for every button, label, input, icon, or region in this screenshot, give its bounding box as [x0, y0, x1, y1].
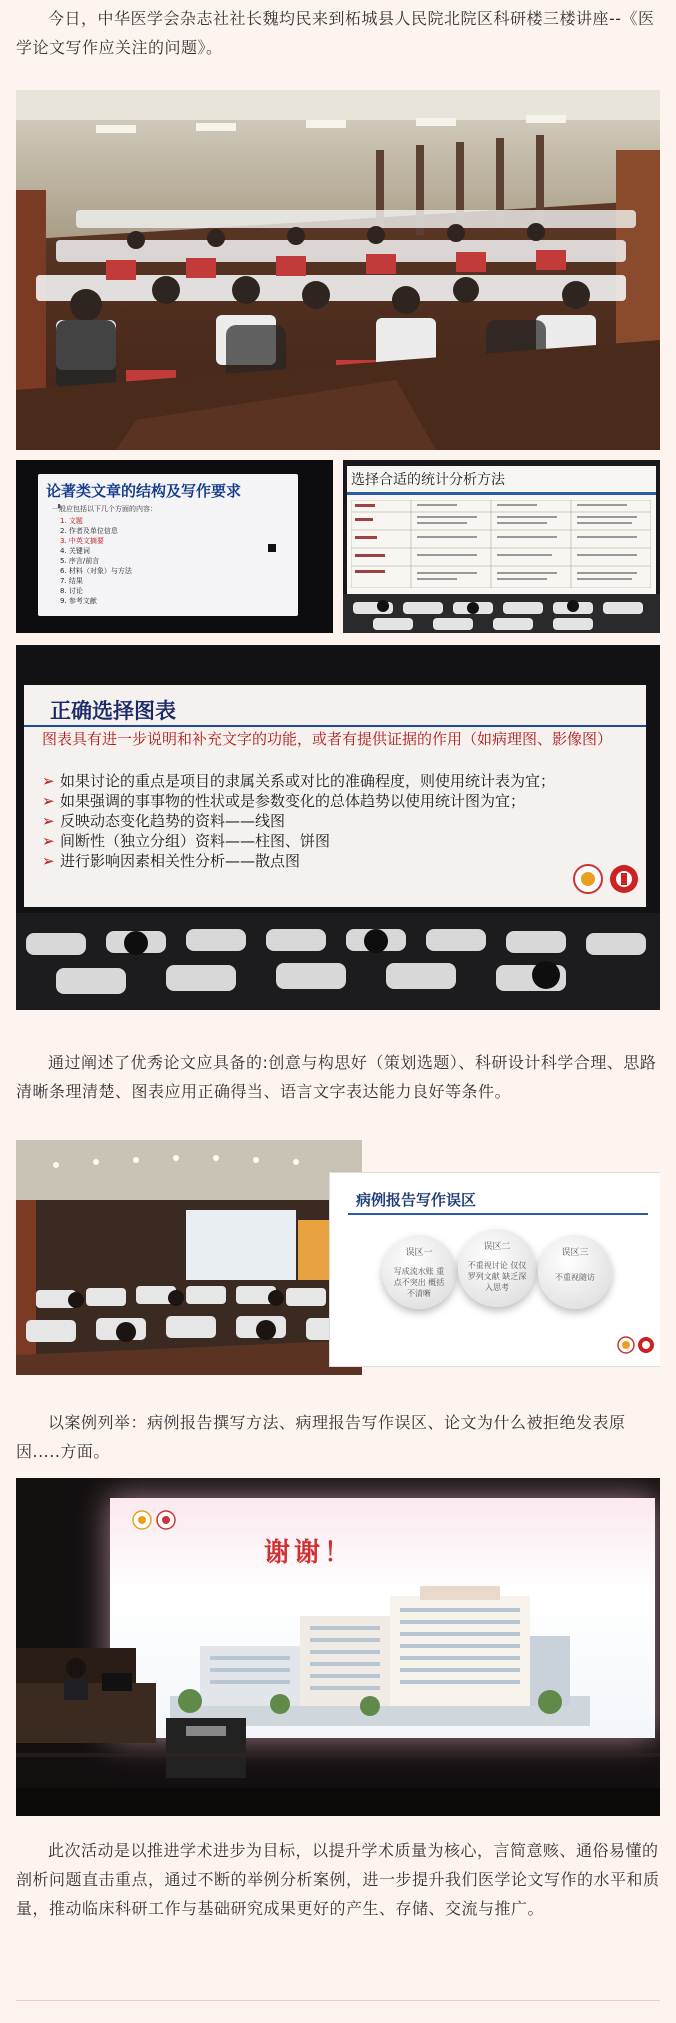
structure-item: 7. 结果 — [60, 577, 83, 585]
bullet-item — [42, 791, 632, 811]
structure-item: 3. 中英文摘要 — [60, 537, 104, 545]
structure-slide — [38, 474, 298, 616]
chart-slide — [24, 685, 646, 907]
intro-paragraph: 今日，中华医学会杂志社社长魏均民来到柘城县人民院北院区科研楼三楼讲座--《医学论文写作应关注的问题》。 — [16, 9, 655, 57]
error-circle-2 — [458, 1229, 536, 1307]
thanks-photo — [16, 1478, 660, 1816]
error-circle-1 — [382, 1235, 456, 1309]
bullet-text: 如果讨论的重点是项目的隶属关系或对比的准确程度，则使用统计表为宜； — [60, 772, 556, 790]
error-circle-body: 不重视讨论 仅仅罗列文献 缺乏深入思考 — [467, 1261, 527, 1292]
errors-slide-title: 病例报告写作误区 — [356, 1191, 477, 1209]
hospital-logo-icon — [572, 863, 642, 895]
error-circle-3 — [538, 1235, 612, 1309]
bullet-text: 反映动态变化趋势的资料——线图 — [60, 812, 286, 830]
hall-scene — [16, 1140, 362, 1375]
structure-slide-list — [60, 516, 132, 606]
error-circle-body: 不重视随访 — [555, 1273, 595, 1282]
chart-slide-lead: 图表具有进一步说明和补充文字的功能，或者有提供证据的作用（如病理图、影像图） — [42, 730, 613, 748]
error-circle-head: 误区二 — [483, 1242, 511, 1252]
audience-seats — [16, 913, 660, 1010]
structure-slide-title: 论著类文章的结构及写作要求 — [46, 482, 242, 500]
bullet-text: 间断性（独立分组）资料——柱图、饼图 — [60, 832, 331, 850]
structure-item: 5. 序言/前言 — [60, 557, 100, 565]
audience-seats — [343, 594, 660, 633]
bullet-text: 如果强调的事事物的性状或是参数变化的总体趋势以使用统计图为宜； — [60, 792, 526, 810]
closing-paragraph: 此次活动是以推进学术进步为目标，以提升学术质量为核心，言简意赅、通俗易懂的剖析问题直击重点，通过不断的举例分析案例，进一步提升我们医学论文写作的水平和质量，推动临床科研工作与基础研究成果更好的产生、存储、交流与推广。 — [16, 1841, 660, 1918]
structure-item: 8. 讨论 — [60, 587, 83, 595]
slide-divider — [24, 725, 646, 727]
bullet-item — [42, 771, 632, 791]
arrow-bullet-icon: ➢ — [42, 832, 55, 850]
slide-divider — [347, 492, 656, 495]
hospital-logo-icon — [616, 1335, 656, 1355]
arrow-bullet-icon: ➢ — [42, 812, 55, 830]
stats-slide — [347, 466, 656, 594]
structure-item: 2. 作者及单位信息 — [60, 527, 118, 535]
error-circle-body: 写成流水账 重点不突出 概括不清晰 — [393, 1267, 445, 1298]
errors-slide — [329, 1172, 660, 1367]
arrow-bullet-icon: ➢ — [42, 772, 55, 790]
structure-item: 1. 文题 — [60, 517, 83, 525]
bullet-item — [42, 851, 632, 871]
bullet-item — [42, 831, 632, 851]
stats-table — [351, 500, 651, 588]
chart-slide-title: 正确选择图表 — [50, 699, 176, 723]
structure-item: 6. 材料（对象）与方法 — [60, 567, 132, 575]
stats-slide-title: 选择合适的统计分析方法 — [351, 472, 505, 488]
chart-slide-photo — [16, 645, 660, 1010]
audience-photo — [16, 90, 660, 450]
structure-item: 9. 参考文献 — [60, 597, 97, 605]
laser-dot-icon — [268, 544, 276, 552]
structure-item: 4. 关键词 — [60, 547, 90, 555]
stats-slide-photo — [343, 460, 660, 633]
thanks-slide-title: 谢谢！ — [264, 1538, 355, 1568]
lecture-hall-photo — [16, 1140, 660, 1375]
slide-divider — [348, 1213, 648, 1215]
arrow-bullet-icon: ➢ — [42, 852, 55, 870]
footer-divider — [16, 2000, 660, 2001]
stage-foreground — [16, 1478, 660, 1816]
cases-paragraph: 以案例列举：病例报告撰写方法、病理报告写作误区、论文为什么被拒绝发表原因.....方面。 — [16, 1413, 626, 1461]
structure-slide-photo — [16, 460, 333, 633]
arrow-bullet-icon: ➢ — [42, 792, 55, 810]
error-circle-head: 误区一 — [405, 1248, 433, 1258]
bullet-text: 进行影响因素相关性分析——散点图 — [60, 852, 301, 870]
chart-slide-bullets — [42, 771, 632, 871]
structure-slide-subtitle: 一般应包括以下几个方面的内容： — [52, 505, 157, 513]
summary-paragraph: 通过阐述了优秀论文应具备的:创意与构思好（策划选题）、科研设计科学合理、思路清晰条理清楚、图表应用正确得当、语言文字表达能力良好等条件。 — [16, 1053, 657, 1101]
bullet-item — [42, 811, 632, 831]
error-circle-head: 误区三 — [561, 1248, 589, 1258]
